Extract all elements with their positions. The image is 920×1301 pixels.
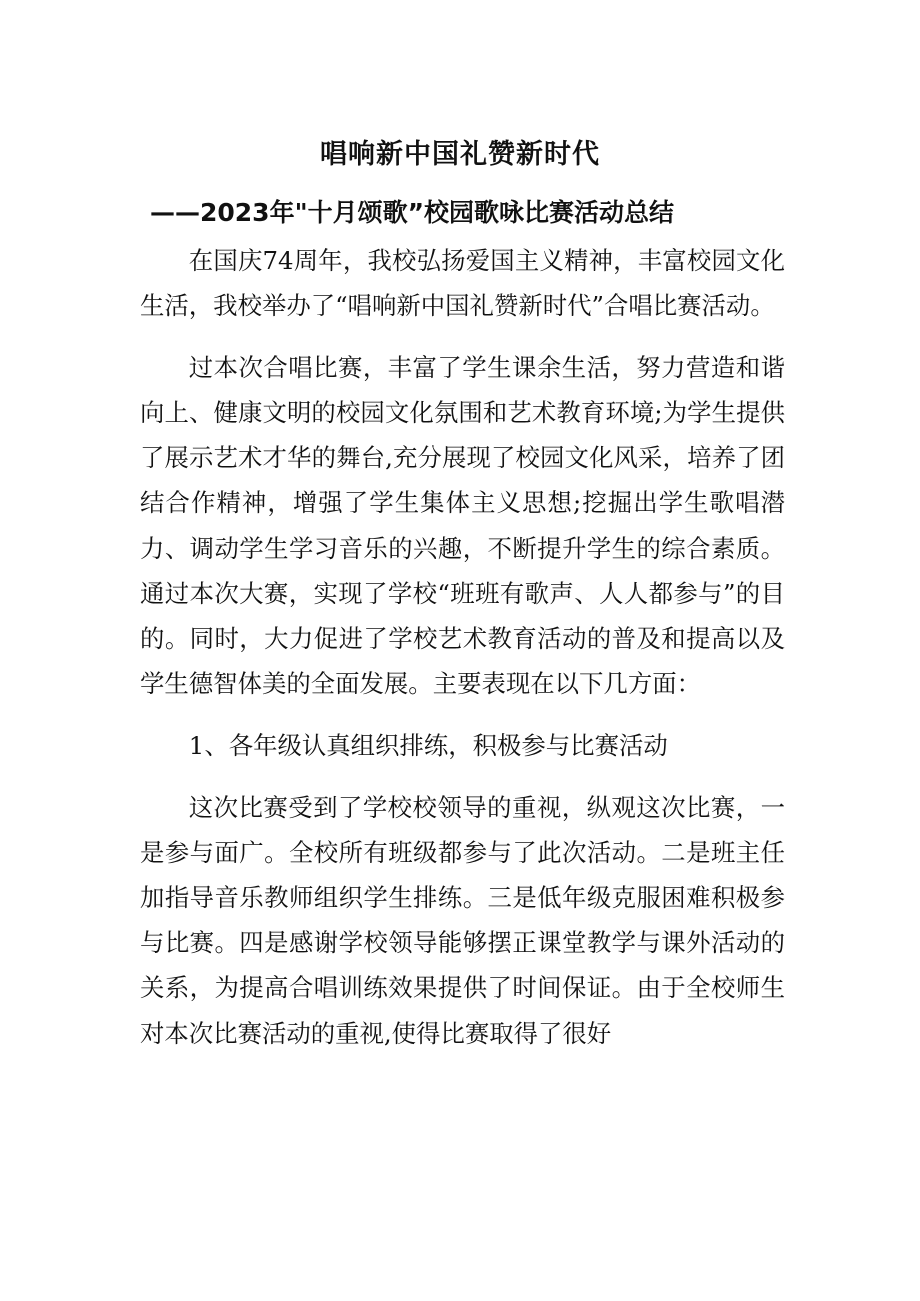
document-body — [140, 238, 785, 1056]
paragraph-section-1: 这次比赛受到了学校校领导的重视，纵观这次比赛，一是参与面广。全校所有班级都参与了此次活动。二是班主任加指导音乐教师组织学生排练。三是低年级克服困难积极参与比赛。四是感谢学校领导能够摆正课堂教学与课外活动的关系，为提高合唱训练效果提供了时间保证。由于全校师生对本次比赛活动的重视,使得比赛取得了很好 — [140, 793, 785, 1048]
document-title: 唱响新中国礼赞新时代 — [320, 139, 600, 170]
section-heading-1: 1、各年级认真组织排练，积极参与比赛活动 — [188, 730, 668, 760]
document-subtitle: ——2023年"十月颂歌”校园歌咏比赛活动总结 — [150, 198, 675, 227]
paragraph-intro: 在国庆74周年，我校弘扬爱国主义精神，丰富校园文化生活，我校举办了“唱响新中国礼赞新时代”合唱比赛活动。 — [140, 246, 785, 321]
paragraph-results: 过本次合唱比赛，丰富了学生课余生活，努力营造和谐向上、健康文明的校园文化氛围和艺术教育环境;为学生提供了展示艺术才华的舞台,充分展现了校园文化风采，培养了团结合作精神，增强了学生集体主义思想;挖掘出学生歌唱潜力、调动学生学习音乐的兴趣，不断提升学生的综合素质。通过本次大赛，实现了学校“班班有歌声、人人都参与”的目的。同时，大力促进了学校艺术教育活动的普及和提高以及学生德智体美的全面发展。主要表现在以下几方面： — [140, 353, 785, 698]
